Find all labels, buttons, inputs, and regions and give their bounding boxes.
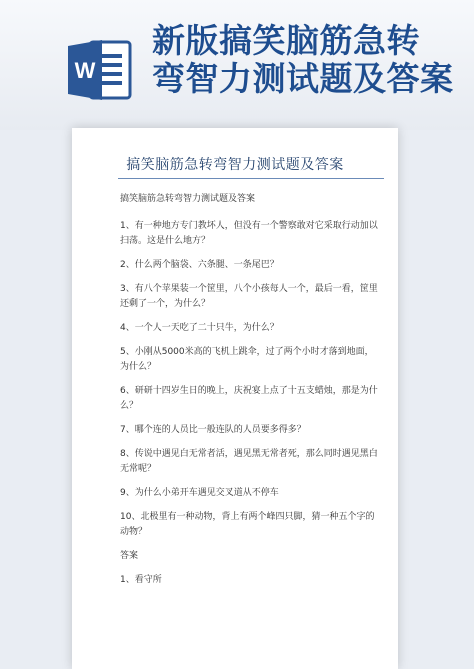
title-divider [118, 178, 384, 179]
document-body [120, 192, 382, 597]
question-item: 4、一个人一天吃了二十只牛，为什么？ [120, 323, 279, 333]
document-title: 搞笑脑筋急转弯智力测试题及答案 [126, 157, 344, 173]
question-item: 3、有八个苹果装一个筐里，八个小孩每人一个，最后一看，筐里还剩了一个，为什么？ [120, 284, 378, 309]
document-page [72, 128, 398, 669]
header-title-line-2: 弯智力测试题及答案 [152, 59, 454, 98]
question-item: 1、有一种地方专门教坏人，但没有一个警察敢对它采取行动加以扫荡。这是什么地方？ [120, 221, 378, 246]
header-title-line-1: 新版搞笑脑筋急转 [152, 21, 420, 60]
question-item: 2、什么两个脑袋、六条腿、一条尾巴？ [120, 260, 279, 270]
document-subtitle: 搞笑脑筋急转弯智力测试题及答案 [120, 194, 256, 204]
question-item: 8、传说中遇见白无常者活，遇见黑无常者死，那么同时遇见黑白无常呢？ [120, 449, 378, 474]
word-document-icon [66, 36, 134, 104]
question-item: 5、小刚从5000米高的飞机上跳伞，过了两个小时才落到地面，为什么？ [120, 347, 374, 372]
answers-heading: 答案 [120, 551, 139, 561]
question-item: 9、为什么小弟开车遇见交叉道从不停车 [120, 488, 279, 498]
question-item: 10、北极里有一种动物，背上有两个峰四只脚，猜一种五个字的动物？ [120, 512, 375, 537]
svg-text:W: W [74, 58, 96, 83]
header-title [152, 22, 468, 98]
question-item: 6、研研十四岁生日的晚上，庆祝宴上点了十五支蜡烛，那是为什么？ [120, 386, 378, 411]
answer-item: 1、看守所 [120, 575, 162, 585]
question-item: 7、哪个连的人员比一般连队的人员要多得多？ [120, 425, 306, 435]
